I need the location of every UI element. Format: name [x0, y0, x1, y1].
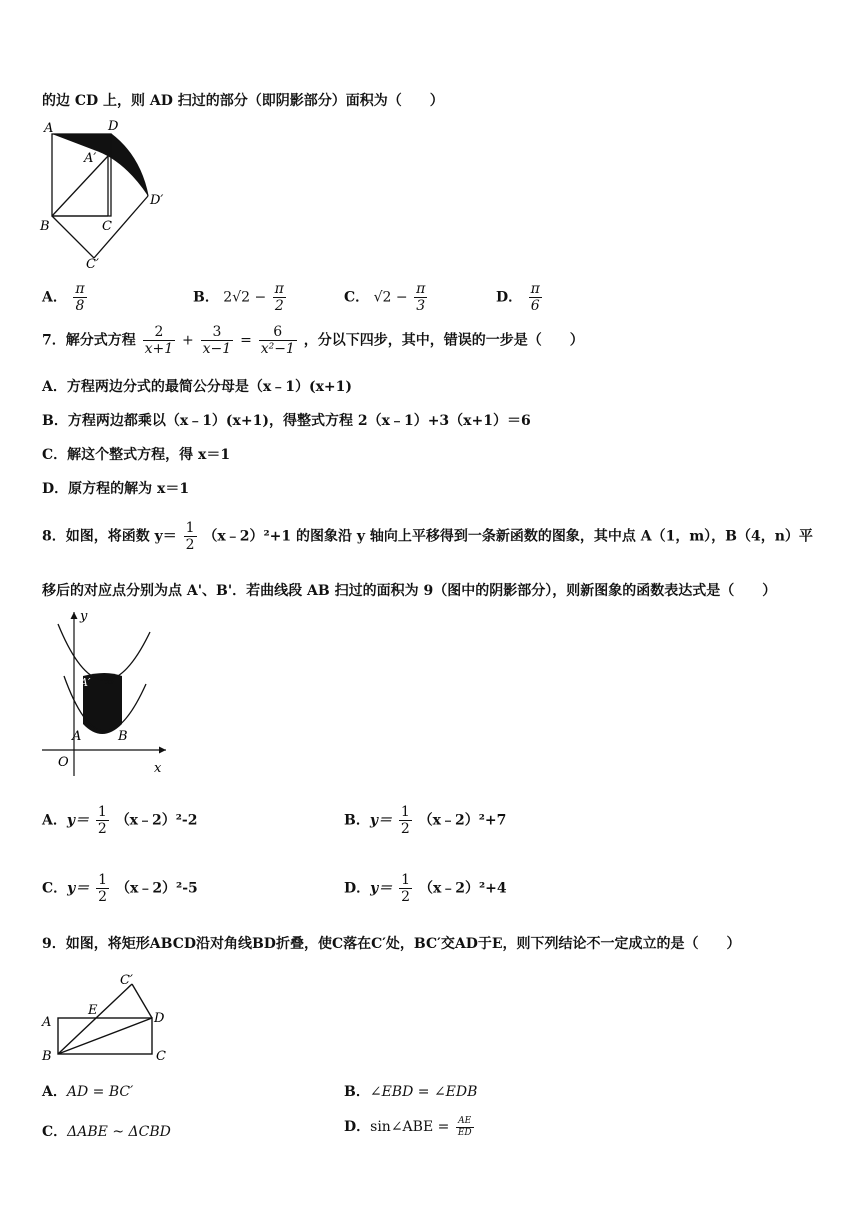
- q7-option-b[interactable]: B．方程两边都乘以（x﹣1）(x+1)，得整式方程 2（x﹣1）+3（x+1）＝6: [42, 413, 531, 429]
- q6-text: 的边 CD 上，则 AD 扫过的部分（即阴影部分）面积为（ ）: [42, 93, 444, 109]
- q6-label-B: B: [40, 219, 50, 234]
- q9-label-B: B: [42, 1049, 52, 1064]
- q8-label-A1: A′: [80, 676, 91, 689]
- q9-label-C: C: [156, 1049, 166, 1064]
- q6-option-c[interactable]: C． √2 − $\frac{\pi}{3}$: [344, 281, 426, 315]
- q9-figure: [36, 970, 186, 1066]
- q8-label-B: B: [118, 729, 128, 744]
- q9-stem: 9．如图，将矩形ABCD沿对角线BD折叠，使C落在C′处，BC′交AD于E，则下列结论不一定成立的是（ ）: [42, 936, 741, 952]
- q7-option-c[interactable]: C．解这个整式方程，得 x＝1: [42, 447, 231, 463]
- q7-option-a[interactable]: A．方程两边分式的最简公分母是（x﹣1）(x+1): [42, 379, 353, 395]
- q6-label-D1: D′: [150, 193, 164, 208]
- q9-option-a[interactable]: A．AD = BC′: [42, 1084, 134, 1100]
- q8-stem-line2: 移后的对应点分别为点 A'、B'．若曲线段 AB 扫过的面积为 9（图中的阴影部分），则新图象的函数表达式是（ ）: [42, 583, 777, 599]
- q8-option-c[interactable]: C．y＝ $\frac{1}{2}$ （x﹣2）²-5: [42, 872, 198, 906]
- q7-option-d[interactable]: D．原方程的解为 x＝1: [42, 481, 190, 497]
- q8-label-O: O: [58, 755, 69, 770]
- q6-figure: [36, 116, 176, 276]
- q9-label-D: D: [154, 1011, 165, 1026]
- q6-option-d[interactable]: D． $\frac{\pi}{6}$: [496, 281, 540, 315]
- q8-option-a[interactable]: A．y＝ $\frac{1}{2}$ （x﹣2）²-2: [42, 804, 198, 838]
- q6-label-C: C: [102, 219, 112, 234]
- q9-label-A: A: [42, 1015, 52, 1030]
- q9-option-b[interactable]: B．∠EBD = ∠EDB: [344, 1084, 478, 1100]
- q8-label-A: A: [72, 729, 82, 744]
- q9-option-c[interactable]: C．ΔABE ~ ΔCBD: [42, 1124, 171, 1140]
- q9-option-d[interactable]: D．sin∠ABE = $\frac{AE}{ED}$: [344, 1116, 472, 1138]
- q8-label-x: x: [154, 761, 162, 776]
- q6-option-b[interactable]: B． 2√2 − $\frac{\pi}{2}$: [193, 281, 284, 315]
- q8-option-d[interactable]: D．y＝ $\frac{1}{2}$ （x﹣2）²+4: [344, 872, 507, 906]
- q9-label-E: E: [88, 1003, 98, 1018]
- q6-label-C1: C′: [86, 257, 99, 272]
- q9-label-C1: C′: [120, 973, 133, 988]
- q6-label-A: A: [44, 121, 54, 136]
- q6-label-A1: A′: [84, 151, 97, 166]
- q6-label-D: D: [108, 119, 119, 134]
- q7-stem: 7．解分式方程 $\frac{2}{x+1}$ + $\frac{3}{x-1}$ = $\frac{6}{\text{x²−1}}$ ，分以下四步，其中，错误的一步是（ ）: [42, 324, 584, 358]
- q8-label-y: y: [80, 609, 88, 624]
- q8-figure: [36, 604, 176, 778]
- q8-option-b[interactable]: B．y＝ $\frac{1}{2}$ （x﹣2）²+7: [344, 804, 507, 838]
- q8-label-B1: B′: [106, 674, 117, 687]
- q6-option-a[interactable]: A． $\frac{\pi}{8}$: [42, 281, 85, 315]
- q8-stem-line1: 8．如图，将函数 y＝ $\frac{1}{2}$ （x﹣2）²+1 的图象沿 y 轴向上平移得到一条新函数的图象，其中点 A（1，m），B（4，n）平: [42, 520, 813, 554]
